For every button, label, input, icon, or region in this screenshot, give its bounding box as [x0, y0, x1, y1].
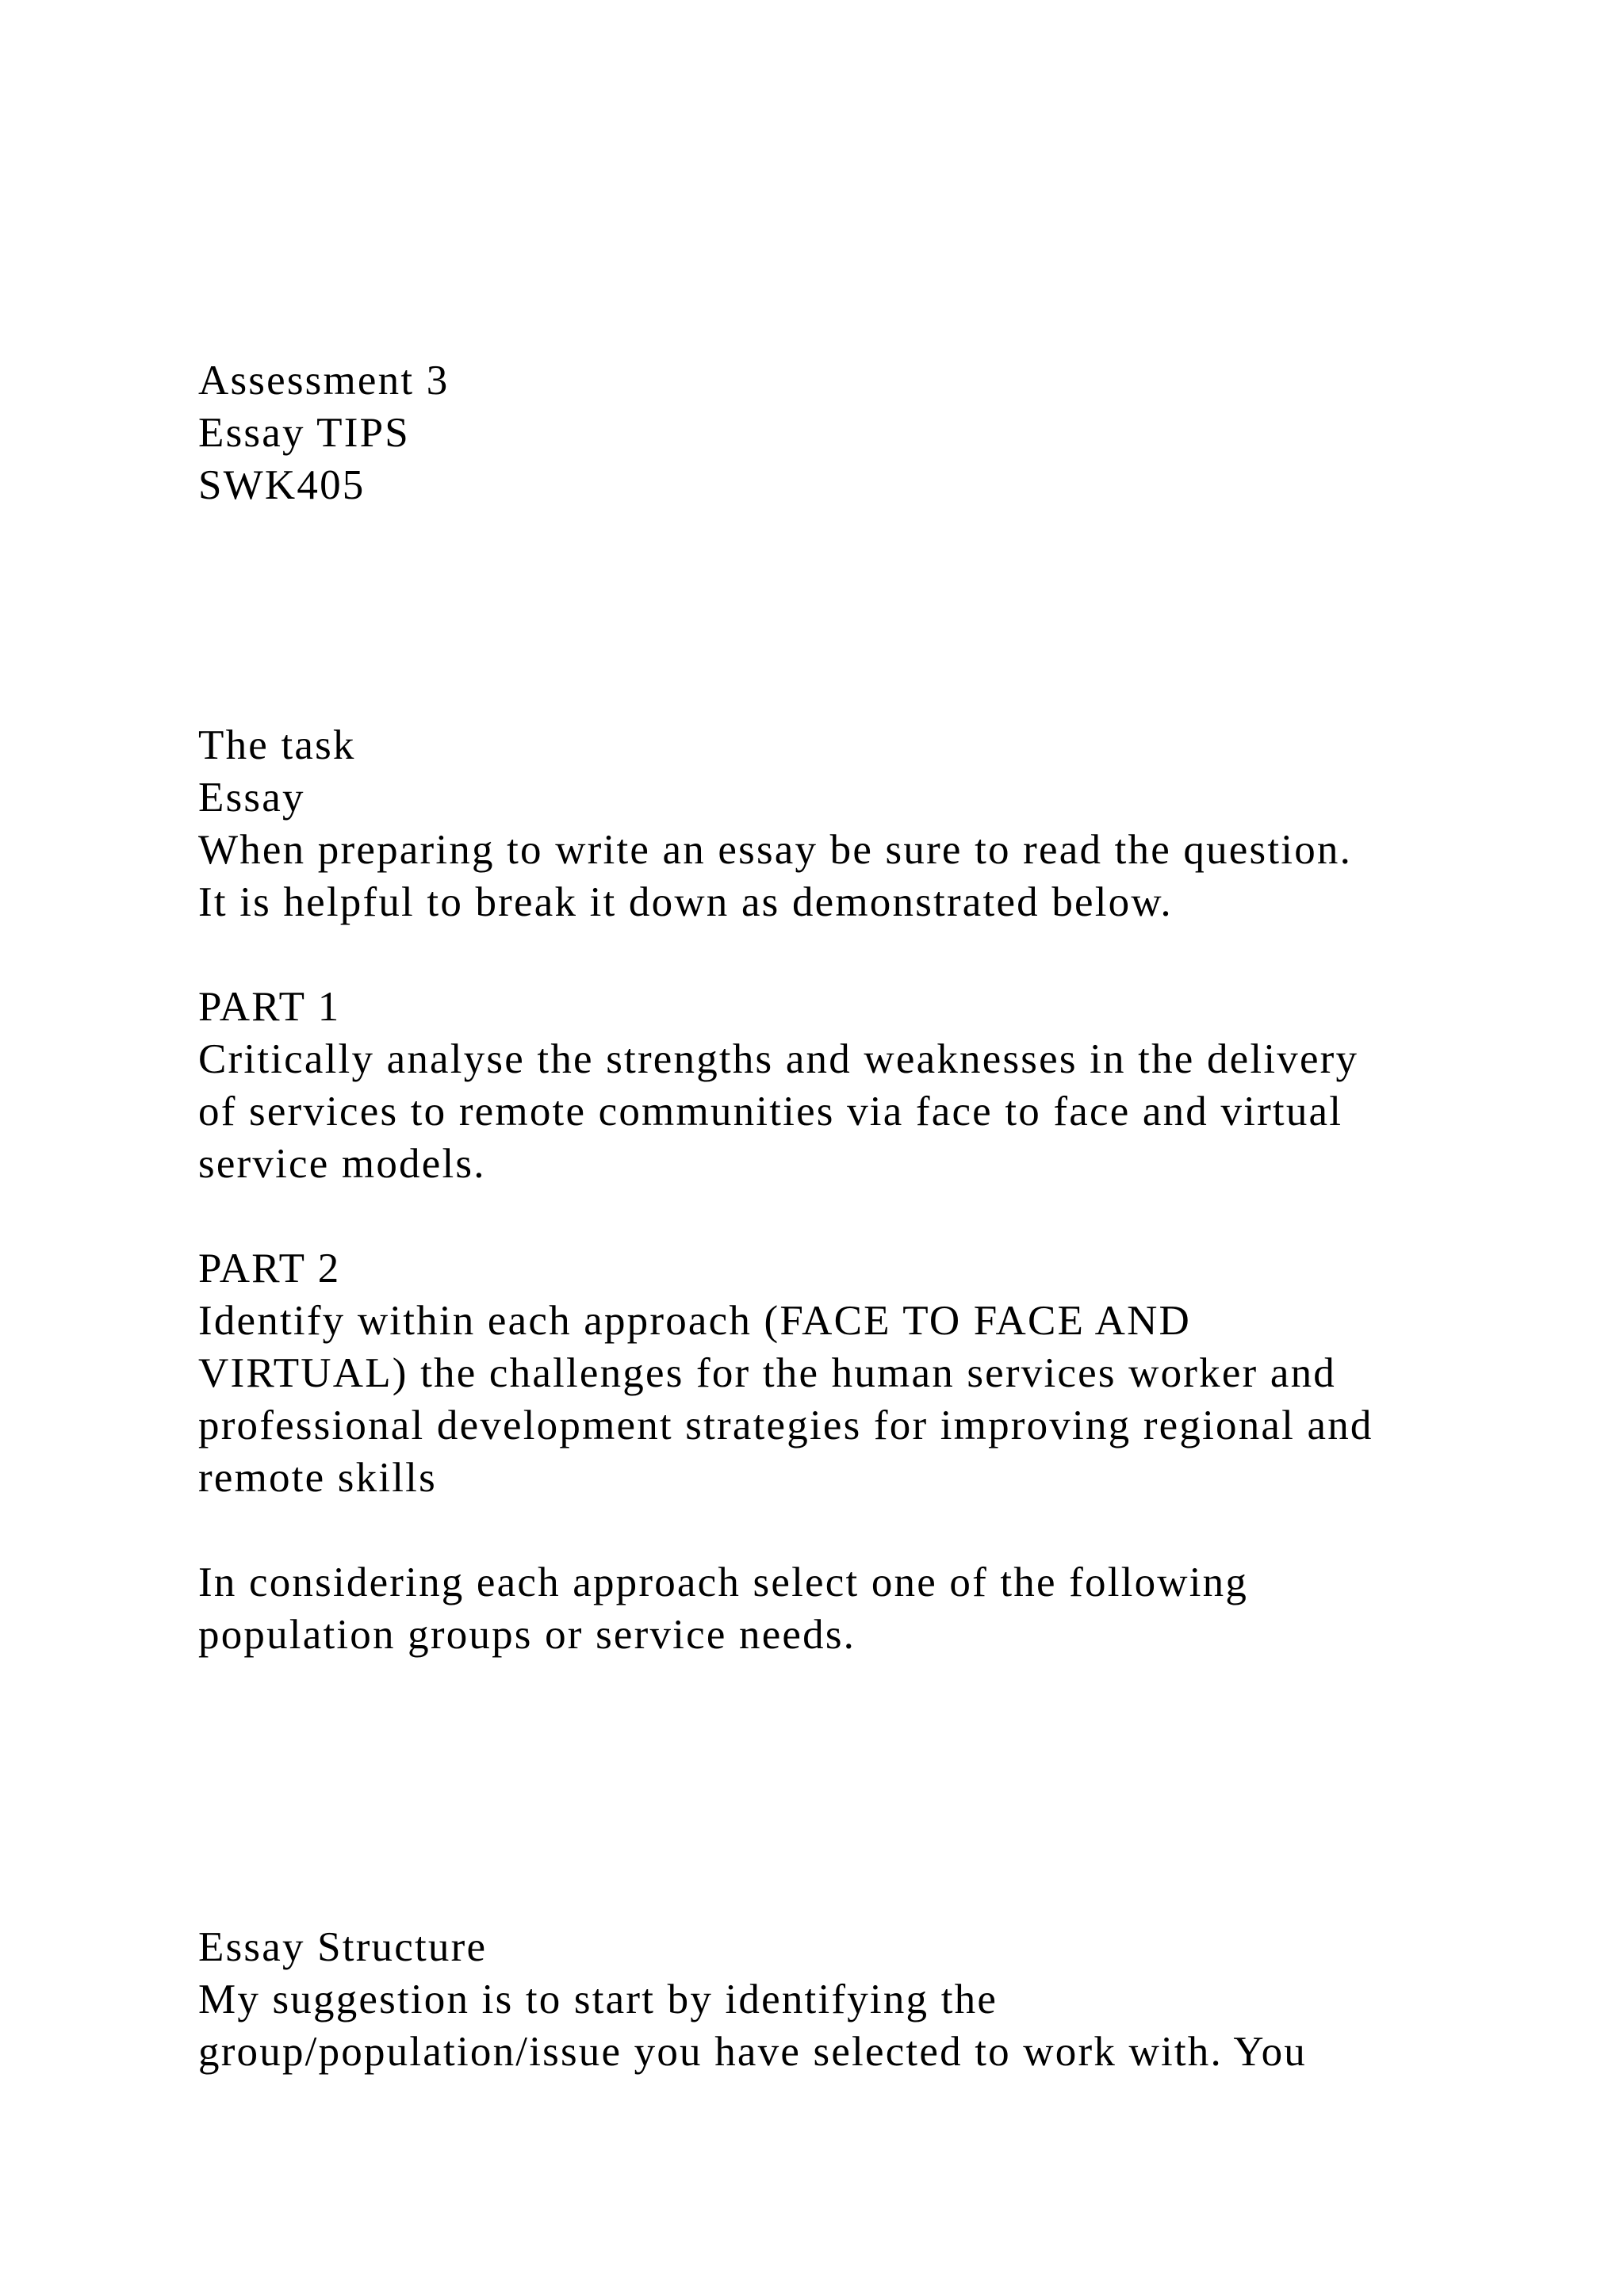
part1-line: Critically analyse the strengths and weaknesses in the delivery [198, 1036, 1359, 1082]
task-heading: The task [198, 722, 356, 768]
document-title: Assessment 3 [198, 358, 450, 404]
structure-heading: Essay Structure [198, 1924, 488, 1970]
part2-label: PART 2 [198, 1246, 341, 1292]
essay-structure-section [198, 1921, 1562, 2078]
part2-line: remote skills [198, 1455, 437, 1501]
part2-line: VIRTUAL) the challenges for the human services worker and [198, 1350, 1336, 1396]
part1-line: service models. [198, 1141, 486, 1187]
paragraph-gap [198, 1504, 1562, 1556]
intro-line: When preparing to write an essay be sure to read the question. [198, 827, 1353, 873]
task-section [198, 719, 1562, 1661]
structure-line: group/population/issue you have selected to work with. You [198, 2029, 1307, 2075]
task-subheading: Essay [198, 775, 305, 821]
document-subtitle: Essay TIPS [198, 410, 410, 456]
paragraph-gap [198, 928, 1562, 981]
document-header [198, 354, 1562, 511]
selection-line: In considering each approach select one of the following [198, 1559, 1249, 1605]
part1-line: of services to remote communities via face to face and virtual [198, 1089, 1343, 1135]
part1-label: PART 1 [198, 984, 341, 1030]
paragraph-gap [198, 1190, 1562, 1242]
intro-line: It is helpful to break it down as demonstrated below. [198, 879, 1173, 925]
structure-line: My suggestion is to start by identifying the [198, 1976, 998, 2022]
part2-line: Identify within each approach (FACE TO FACE AND [198, 1298, 1192, 1344]
part2-line: professional development strategies for improving regional and [198, 1402, 1373, 1448]
selection-line: population groups or service needs. [198, 1612, 856, 1658]
course-code: SWK405 [198, 462, 366, 508]
